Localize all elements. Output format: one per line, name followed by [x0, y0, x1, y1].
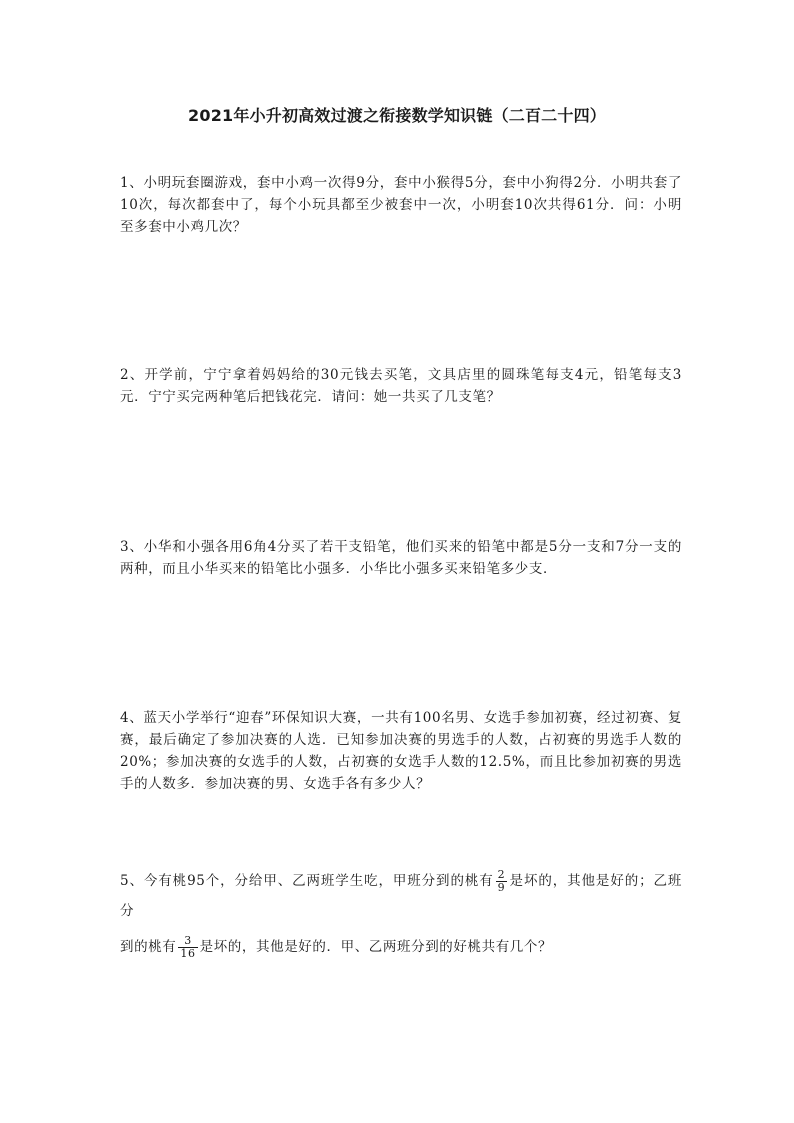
- question-5-text-c: 到的桃有: [120, 939, 177, 955]
- question-5: [120, 866, 682, 962]
- question-5-text-a: 5、今有桃95个，分给甲、乙两班学生吃，甲班分到的桃有: [120, 873, 494, 889]
- question-2: 2、开学前，宁宁拿着妈妈给的30元钱去买笔，文具店里的圆珠笔每支4元，铅笔每支3元．宁宁买完两种笔后把钱花完．请问：她一共买了几支笔？: [120, 367, 682, 405]
- fraction-three-sixteenths: [178, 935, 197, 960]
- question-3: 3、小华和小强各用6角4分买了若干支铅笔，他们买来的铅笔中都是5分一支和7分一支的两种，而且小华买来的铅笔比小强多．小华比小强多买来铅笔多少支．: [120, 539, 682, 577]
- question-5-line-2: [120, 932, 682, 962]
- question-1: 1、小明玩套圈游戏，套中小鸡一次得9分，套中小猴得5分，套中小狗得2分．小明共套了10次，每次都套中了，每个小玩具都至少被套中一次，小明套10次共得61分．问：小明至多套中小鸡几次？: [120, 175, 682, 235]
- fraction-denominator: 9: [497, 881, 506, 894]
- question-4: 4、蓝天小学举行“迎春”环保知识大赛，一共有100名男、女选手参加初赛，经过初赛、复赛，最后确定了参加决赛的人选．已知参加决赛的男选手的人数，占初赛的男选手人数的20%；参加决赛的女选手的人数，占初赛的女选手人数的12.5%，而且比参加初赛的男选手的人数多．参加决赛的男、女选手各有多少人？: [120, 710, 682, 792]
- question-5-text-d: 是坏的，其他是好的．甲、乙两班分到的好桃共有几个？: [199, 939, 553, 955]
- fraction-numerator: 3: [178, 935, 197, 948]
- fraction-two-ninths: [496, 869, 508, 894]
- fraction-denominator: 16: [180, 947, 196, 960]
- fraction-numerator: 2: [497, 868, 506, 881]
- page-title: 2021年小升初高效过渡之衔接数学知识链（二百二十四）: [188, 106, 606, 125]
- question-5-text-b: 是坏的，其他是好的；乙班分: [120, 873, 683, 919]
